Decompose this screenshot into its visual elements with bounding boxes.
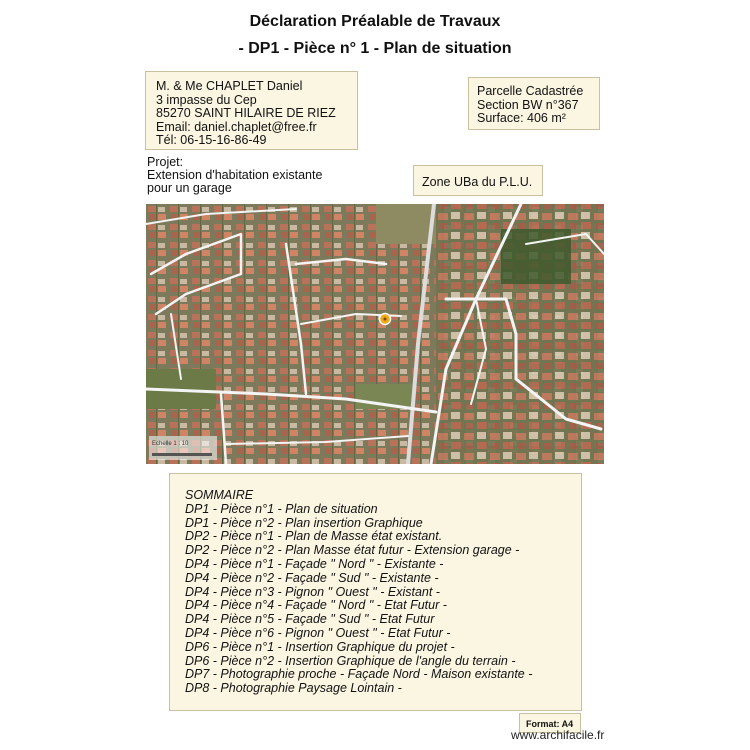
- summary-item: DP7 - Photographie proche - Façade Nord - Maison existante -: [185, 667, 533, 682]
- summary-item: DP6 - Pièce n°1 - Insertion Graphique du projet -: [185, 639, 455, 654]
- project-line-2: pour un garage: [147, 181, 232, 195]
- summary-item: DP4 - Pièce n°5 - Façade " Sud " - Etat Futur: [185, 612, 435, 627]
- zone-label: Zone UBa du P.L.U.: [422, 175, 533, 189]
- map-field-north: [376, 204, 436, 244]
- document-subtitle: - DP1 - Pièce n° 1 - Plan de situation: [238, 40, 512, 57]
- document-title: Déclaration Préalable de Travaux: [249, 13, 501, 30]
- owner-city: 85270 SAINT HILAIRE DE RIEZ: [156, 106, 336, 120]
- project-line-1: Extension d'habitation existante: [147, 168, 323, 182]
- owner-info-box: [145, 71, 358, 150]
- site-watermark: www.archifacile.fr: [511, 728, 605, 742]
- aerial-map: [146, 204, 604, 464]
- summary-item: DP4 - Pièce n°1 - Façade " Nord " - Existante -: [185, 556, 444, 571]
- format-label: Format: A4: [526, 719, 574, 729]
- summary-item: DP4 - Pièce n°4 - Façade " Nord " - Etat Futur -: [185, 598, 447, 613]
- summary-item: DP4 - Pièce n°2 - Façade " Sud " - Existante -: [185, 570, 439, 585]
- project-label: Projet:: [147, 155, 184, 169]
- project-location-dot: [384, 318, 387, 321]
- summary-item: DP2 - Pièce n°1 - Plan de Masse état existant.: [185, 529, 443, 544]
- summary-item: DP4 - Pièce n°6 - Pignon " Ouest " - Etat Futur -: [185, 625, 451, 640]
- parcel-title: Parcelle Cadastrée: [477, 84, 584, 98]
- summary-box: [169, 473, 582, 711]
- zone-box: [413, 165, 543, 196]
- map-scale-label: Echelle 1 : 10: [152, 441, 189, 447]
- summary-heading: SOMMAIRE: [185, 488, 254, 502]
- summary-item: DP4 - Pièce n°3 - Pignon " Ouest " - Existant -: [185, 584, 440, 599]
- owner-name: M. & Me CHAPLET Daniel: [156, 79, 303, 93]
- project-description: [147, 156, 322, 195]
- parcel-info-box: [468, 77, 600, 130]
- owner-address: 3 impasse du Cep: [156, 92, 257, 107]
- summary-item: DP8 - Photographie Paysage Lointain -: [185, 681, 402, 696]
- map-scale-background: [149, 436, 217, 460]
- summary-item: DP1 - Pièce n°1 - Plan de situation: [185, 501, 378, 516]
- parcel-surface: Surface: 406 m²: [477, 111, 566, 125]
- parcel-section: Section BW n°367: [477, 97, 579, 112]
- map-scale-bar: [152, 453, 212, 456]
- map-scale-widget: [149, 436, 217, 460]
- summary-item: DP2 - Pièce n°2 - Plan Masse état futur - Extension garage -: [185, 543, 520, 558]
- summary-item: DP6 - Pièce n°2 - Insertion Graphique de l'angle du terrain -: [185, 653, 516, 668]
- summary-item: DP1 - Pièce n°2 - Plan insertion Graphique: [185, 515, 423, 530]
- owner-phone: Tél: 06-15-16-86-49: [156, 133, 267, 147]
- owner-email: Email: daniel.chaplet@free.fr: [156, 119, 317, 134]
